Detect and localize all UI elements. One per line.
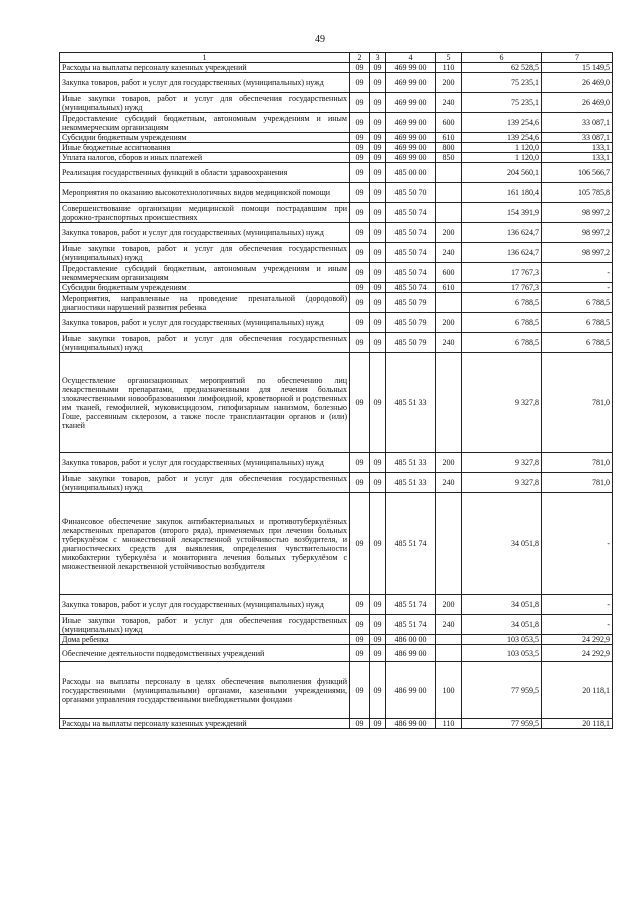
- amount-col7: 6 788,5: [542, 313, 613, 333]
- expense-name: Иные закупки товаров, работ и услуг для обеспечения государственных (муниципальных) нужд: [60, 243, 350, 263]
- amount-col6: 9 327,8: [462, 353, 542, 453]
- column-header: 2: [350, 53, 370, 63]
- subsection-code: 09: [370, 113, 386, 133]
- amount-col6: 204 560,1: [462, 163, 542, 183]
- target-article-code: 485 50 74: [386, 203, 436, 223]
- amount-col6: 161 180,4: [462, 183, 542, 203]
- table-row: [60, 493, 613, 595]
- section-code: 09: [350, 353, 370, 453]
- expense-name: Иные закупки товаров, работ и услуг для обеспечения государственных (муниципальных) нужд: [60, 333, 350, 353]
- subsection-code: 09: [370, 143, 386, 153]
- amount-col7: 15 149,5: [542, 63, 613, 73]
- page-number: 49: [315, 34, 325, 45]
- expense-type-code: 200: [436, 73, 462, 93]
- target-article-code: 486 99 00: [386, 662, 436, 719]
- table-row: [60, 133, 613, 143]
- subsection-code: 09: [370, 662, 386, 719]
- column-header: 5: [436, 53, 462, 63]
- column-header: 4: [386, 53, 436, 63]
- target-article-code: 485 51 74: [386, 493, 436, 595]
- amount-col6: 6 788,5: [462, 333, 542, 353]
- section-code: 09: [350, 645, 370, 662]
- amount-col6: 154 391,9: [462, 203, 542, 223]
- subsection-code: 09: [370, 73, 386, 93]
- expense-name: Совершенствование организации медицинской помощи пострадавшим при дорожно-транспортных происшествиях: [60, 203, 350, 223]
- section-code: 09: [350, 333, 370, 353]
- target-article-code: 469 99 00: [386, 73, 436, 93]
- section-code: 09: [350, 615, 370, 635]
- amount-col6: 17 767,3: [462, 283, 542, 293]
- table-row: [60, 283, 613, 293]
- amount-col7: 20 118,1: [542, 662, 613, 719]
- section-code: 09: [350, 662, 370, 719]
- amount-col7: 33 087,1: [542, 133, 613, 143]
- table-row: [60, 635, 613, 645]
- amount-col7: 98 997,2: [542, 243, 613, 263]
- expense-name: Дома ребенка: [60, 635, 350, 645]
- subsection-code: 09: [370, 719, 386, 729]
- target-article-code: 485 51 33: [386, 353, 436, 453]
- expense-name: Осуществление организационных мероприятий по обеспечению лиц лекарственными препаратами, предназначенными для лечения больных злокачественными новообразованиями лимфоидной, кроветворной и родственных им тканей, гемофилией, муковисцидозом, гипофизарным нанизмом, болезнью Гоше, рассеянным склерозом, а также после трансплантации органов и (или) тканей: [60, 353, 350, 453]
- target-article-code: 469 99 00: [386, 133, 436, 143]
- amount-col6: 1 120,0: [462, 153, 542, 163]
- amount-col6: 9 327,8: [462, 473, 542, 493]
- expense-type-code: [436, 635, 462, 645]
- amount-col7: 98 997,2: [542, 203, 613, 223]
- section-code: 09: [350, 293, 370, 313]
- expense-name: Субсидии бюджетным учреждениям: [60, 133, 350, 143]
- subsection-code: 09: [370, 153, 386, 163]
- table-row: [60, 113, 613, 133]
- section-code: 09: [350, 113, 370, 133]
- expense-name: Финансовое обеспечение закупок антибактериальных и противотуберкулёзных лекарственных препаратов (второго ряда), применяемых при лечении больных туберкулёзом с множественной лекарственной устойчивостью возбудителя, и диагностических средств для выявления, определения чувствительности микобактерии туберкулёза и мониторинга лечения больных туберкулёзом с множественной лекарственной устойчивостью возбудителя: [60, 493, 350, 595]
- section-code: 09: [350, 133, 370, 143]
- target-article-code: 486 99 00: [386, 645, 436, 662]
- expense-type-code: [436, 293, 462, 313]
- amount-col6: 77 959,5: [462, 719, 542, 729]
- expense-name: Уплата налогов, сборов и иных платежей: [60, 153, 350, 163]
- table-row: [60, 595, 613, 615]
- budget-table: [59, 52, 613, 729]
- target-article-code: 485 50 70: [386, 183, 436, 203]
- table-row: [60, 183, 613, 203]
- expense-type-code: 800: [436, 143, 462, 153]
- column-header: 7: [542, 53, 613, 63]
- amount-col7: -: [542, 595, 613, 615]
- amount-col6: 6 788,5: [462, 313, 542, 333]
- table-row: [60, 333, 613, 353]
- table-row: [60, 73, 613, 93]
- expense-type-code: 200: [436, 453, 462, 473]
- table-row: [60, 719, 613, 729]
- section-code: 09: [350, 63, 370, 73]
- section-code: 09: [350, 143, 370, 153]
- section-code: 09: [350, 473, 370, 493]
- amount-col6: 103 053,5: [462, 645, 542, 662]
- expense-type-code: 240: [436, 615, 462, 635]
- amount-col7: 105 785,8: [542, 183, 613, 203]
- amount-col7: -: [542, 493, 613, 595]
- expense-type-code: 610: [436, 133, 462, 143]
- target-article-code: 485 51 33: [386, 453, 436, 473]
- section-code: 09: [350, 313, 370, 333]
- expense-type-code: 600: [436, 113, 462, 133]
- target-article-code: 485 51 74: [386, 615, 436, 635]
- table-row: [60, 662, 613, 719]
- amount-col6: 136 624,7: [462, 223, 542, 243]
- expense-name: Иные закупки товаров, работ и услуг для обеспечения государственных (муниципальных) нужд: [60, 615, 350, 635]
- expense-name: Расходы на выплаты персоналу казенных учреждений: [60, 63, 350, 73]
- section-code: 09: [350, 595, 370, 615]
- expense-name: Предоставление субсидий бюджетным, автономным учреждениям и иным некоммерческим организациям: [60, 263, 350, 283]
- expense-type-code: 600: [436, 263, 462, 283]
- table-row: [60, 143, 613, 153]
- table-row: [60, 93, 613, 113]
- subsection-code: 09: [370, 163, 386, 183]
- subsection-code: 09: [370, 473, 386, 493]
- subsection-code: 09: [370, 293, 386, 313]
- subsection-code: 09: [370, 63, 386, 73]
- expense-name: Реализация государственных функций в области здравоохранения: [60, 163, 350, 183]
- amount-col7: 781,0: [542, 453, 613, 473]
- subsection-code: 09: [370, 93, 386, 113]
- expense-type-code: 110: [436, 63, 462, 73]
- subsection-code: 09: [370, 645, 386, 662]
- table-row: [60, 203, 613, 223]
- target-article-code: 486 00 00: [386, 635, 436, 645]
- subsection-code: 09: [370, 353, 386, 453]
- target-article-code: 485 51 33: [386, 473, 436, 493]
- table-row: [60, 615, 613, 635]
- amount-col6: 75 235,1: [462, 73, 542, 93]
- amount-col6: 75 235,1: [462, 93, 542, 113]
- amount-col6: 139 254,6: [462, 133, 542, 143]
- amount-col6: 17 767,3: [462, 263, 542, 283]
- amount-col6: 6 788,5: [462, 293, 542, 313]
- target-article-code: 485 50 79: [386, 293, 436, 313]
- target-article-code: 485 50 79: [386, 333, 436, 353]
- amount-col7: 20 118,1: [542, 719, 613, 729]
- expense-type-code: [436, 183, 462, 203]
- expense-type-code: [436, 353, 462, 453]
- amount-col7: 6 788,5: [542, 333, 613, 353]
- subsection-code: 09: [370, 595, 386, 615]
- subsection-code: 09: [370, 313, 386, 333]
- subsection-code: 09: [370, 203, 386, 223]
- amount-col6: 62 528,5: [462, 63, 542, 73]
- expense-name: Иные закупки товаров, работ и услуг для обеспечения государственных (муниципальных) нужд: [60, 93, 350, 113]
- subsection-code: 09: [370, 183, 386, 203]
- expense-type-code: [436, 163, 462, 183]
- expense-name: Иные бюджетные ассигнования: [60, 143, 350, 153]
- amount-col7: 24 292,9: [542, 635, 613, 645]
- amount-col7: 33 087,1: [542, 113, 613, 133]
- amount-col7: 106 566,7: [542, 163, 613, 183]
- table-row: [60, 453, 613, 473]
- expense-name: Расходы на выплаты персоналу казенных учреждений: [60, 719, 350, 729]
- amount-col6: 139 254,6: [462, 113, 542, 133]
- subsection-code: 09: [370, 453, 386, 473]
- table-row: [60, 163, 613, 183]
- subsection-code: 09: [370, 133, 386, 143]
- section-code: 09: [350, 163, 370, 183]
- target-article-code: 485 50 74: [386, 263, 436, 283]
- target-article-code: 469 99 00: [386, 63, 436, 73]
- expense-type-code: 200: [436, 223, 462, 243]
- table-row: [60, 473, 613, 493]
- table-row: [60, 645, 613, 662]
- expense-name: Закупка товаров, работ и услуг для государственных (муниципальных) нужд: [60, 73, 350, 93]
- amount-col6: 77 959,5: [462, 662, 542, 719]
- expense-type-code: 100: [436, 662, 462, 719]
- expense-name: Расходы на выплаты персоналу в целях обеспечения выполнения функций государственными (муниципальными) органами, казенными учреждениями, органами управления государственными внебюджетными фондами: [60, 662, 350, 719]
- table-row: [60, 263, 613, 283]
- section-code: 09: [350, 183, 370, 203]
- expense-name: Обеспечение деятельности подведомственных учреждений: [60, 645, 350, 662]
- expense-type-code: 110: [436, 719, 462, 729]
- target-article-code: 469 99 00: [386, 93, 436, 113]
- expense-name: Закупка товаров, работ и услуг для государственных (муниципальных) нужд: [60, 223, 350, 243]
- section-code: 09: [350, 243, 370, 263]
- expense-name: Закупка товаров, работ и услуг для государственных (муниципальных) нужд: [60, 595, 350, 615]
- target-article-code: 485 51 74: [386, 595, 436, 615]
- table-row: [60, 153, 613, 163]
- section-code: 09: [350, 283, 370, 293]
- amount-col7: -: [542, 283, 613, 293]
- section-code: 09: [350, 73, 370, 93]
- expense-type-code: [436, 493, 462, 595]
- amount-col7: 24 292,9: [542, 645, 613, 662]
- amount-col6: 1 120,0: [462, 143, 542, 153]
- amount-col6: 34 051,8: [462, 615, 542, 635]
- table-row: [60, 63, 613, 73]
- target-article-code: 485 50 74: [386, 223, 436, 243]
- section-code: 09: [350, 635, 370, 645]
- subsection-code: 09: [370, 333, 386, 353]
- amount-col7: -: [542, 615, 613, 635]
- amount-col6: 9 327,8: [462, 453, 542, 473]
- table-row: [60, 223, 613, 243]
- expense-type-code: 240: [436, 333, 462, 353]
- target-article-code: 469 99 00: [386, 143, 436, 153]
- expense-name: Иные закупки товаров, работ и услуг для обеспечения государственных (муниципальных) нужд: [60, 473, 350, 493]
- amount-col6: 34 051,8: [462, 493, 542, 595]
- amount-col7: 133,1: [542, 143, 613, 153]
- expense-type-code: 610: [436, 283, 462, 293]
- subsection-code: 09: [370, 493, 386, 595]
- expense-type-code: 240: [436, 473, 462, 493]
- target-article-code: 469 99 00: [386, 153, 436, 163]
- target-article-code: 485 50 79: [386, 313, 436, 333]
- column-header: 6: [462, 53, 542, 63]
- expense-type-code: 240: [436, 243, 462, 263]
- subsection-code: 09: [370, 283, 386, 293]
- table-row: [60, 353, 613, 453]
- subsection-code: 09: [370, 263, 386, 283]
- amount-col6: 34 051,8: [462, 595, 542, 615]
- section-code: 09: [350, 203, 370, 223]
- expense-type-code: 850: [436, 153, 462, 163]
- subsection-code: 09: [370, 635, 386, 645]
- section-code: 09: [350, 719, 370, 729]
- section-code: 09: [350, 153, 370, 163]
- subsection-code: 09: [370, 243, 386, 263]
- expense-type-code: [436, 645, 462, 662]
- target-article-code: 469 99 00: [386, 113, 436, 133]
- column-header: 1: [60, 53, 350, 63]
- table-row: [60, 293, 613, 313]
- amount-col7: 98 997,2: [542, 223, 613, 243]
- section-code: 09: [350, 93, 370, 113]
- section-code: 09: [350, 453, 370, 473]
- amount-col7: 781,0: [542, 353, 613, 453]
- subsection-code: 09: [370, 615, 386, 635]
- expense-name: Закупка товаров, работ и услуг для государственных (муниципальных) нужд: [60, 453, 350, 473]
- amount-col6: 103 053,5: [462, 635, 542, 645]
- amount-col7: -: [542, 263, 613, 283]
- section-code: 09: [350, 263, 370, 283]
- target-article-code: 485 50 74: [386, 243, 436, 263]
- expense-type-code: [436, 203, 462, 223]
- target-article-code: 485 50 74: [386, 283, 436, 293]
- target-article-code: 485 00 00: [386, 163, 436, 183]
- subsection-code: 09: [370, 223, 386, 243]
- table-row: [60, 243, 613, 263]
- expense-name: Предоставление субсидий бюджетным, автономным учреждениям и иным некоммерческим организациям: [60, 113, 350, 133]
- expense-name: Мероприятия по оказанию высокотехнологичных видов медицинской помощи: [60, 183, 350, 203]
- target-article-code: 486 99 00: [386, 719, 436, 729]
- section-code: 09: [350, 493, 370, 595]
- amount-col7: 26 469,0: [542, 73, 613, 93]
- amount-col7: 133,1: [542, 153, 613, 163]
- expense-type-code: 200: [436, 595, 462, 615]
- amount-col7: 26 469,0: [542, 93, 613, 113]
- section-code: 09: [350, 223, 370, 243]
- expense-name: Закупка товаров, работ и услуг для государственных (муниципальных) нужд: [60, 313, 350, 333]
- column-header: 3: [370, 53, 386, 63]
- table-row: [60, 313, 613, 333]
- table-header-row: [60, 53, 613, 63]
- amount-col6: 136 624,7: [462, 243, 542, 263]
- expense-name: Субсидии бюджетным учреждениям: [60, 283, 350, 293]
- amount-col7: 6 788,5: [542, 293, 613, 313]
- expense-type-code: 200: [436, 313, 462, 333]
- expense-name: Мероприятия, направленные на проведение пренатальной (дородовой) диагностики нарушений развития ребенка: [60, 293, 350, 313]
- expense-type-code: 240: [436, 93, 462, 113]
- amount-col7: 781,0: [542, 473, 613, 493]
